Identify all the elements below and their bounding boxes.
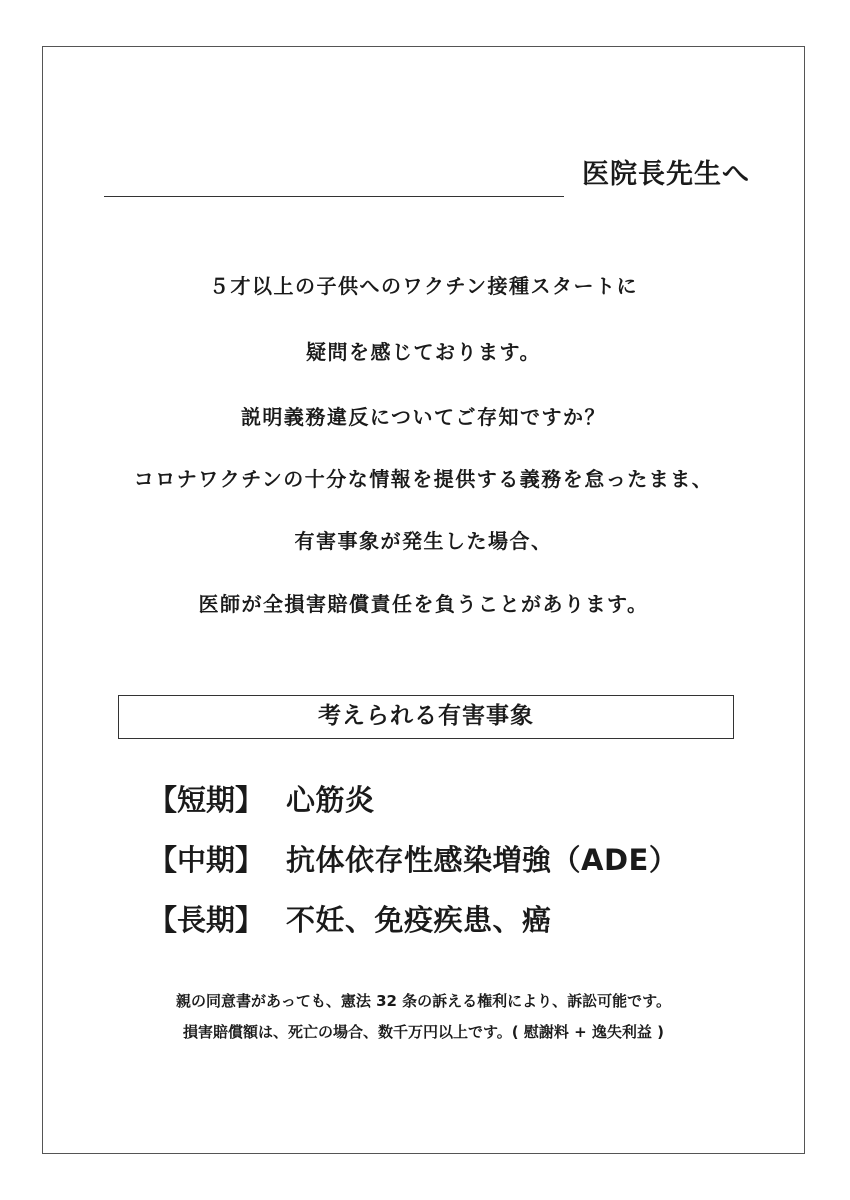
adverse-event-mid-term xyxy=(148,838,768,882)
footnote-consent: 親の同意書があっても、憲法 32 条の訴える権利により、訴訟可能です。 xyxy=(176,992,671,1010)
message-line-5: 有害事象が発生した場合、 xyxy=(294,529,553,553)
adverse-event-description: 不妊、免疫疾患、癌 xyxy=(286,903,552,937)
adverse-event-term: 【中期】 xyxy=(148,843,265,877)
adverse-event-term: 【長期】 xyxy=(148,903,265,937)
adverse-event-description: 抗体依存性感染増強（ADE） xyxy=(286,843,679,877)
message-line-1: ５才以上の子供へのワクチン接種スタートに xyxy=(209,274,638,298)
message-line-3: 説明義務違反についてご存知ですか？ xyxy=(240,405,607,429)
addressee-label: 医院長先生へ xyxy=(582,159,750,190)
message-line-2: 疑問を感じております。 xyxy=(306,340,541,364)
message-line-4: コロナワクチンの十分な情報を提供する義務を怠ったまま、 xyxy=(133,467,714,491)
addressee-blank-line xyxy=(104,196,564,197)
footnote-damages: 損害賠償額は、死亡の場合、数千万円以上です。( 慰謝料 + 逸失利益 ) xyxy=(183,1023,664,1041)
adverse-event-short-term xyxy=(148,778,768,822)
message-line-6: 医師が全損害賠償責任を負うことがあります。 xyxy=(198,592,649,616)
adverse-event-long-term xyxy=(148,898,768,942)
adverse-event-description: 心筋炎 xyxy=(286,783,375,817)
addressee-row xyxy=(104,152,764,202)
adverse-events-heading: 考えられる有害事象 xyxy=(118,695,734,739)
adverse-event-term: 【短期】 xyxy=(148,783,265,817)
